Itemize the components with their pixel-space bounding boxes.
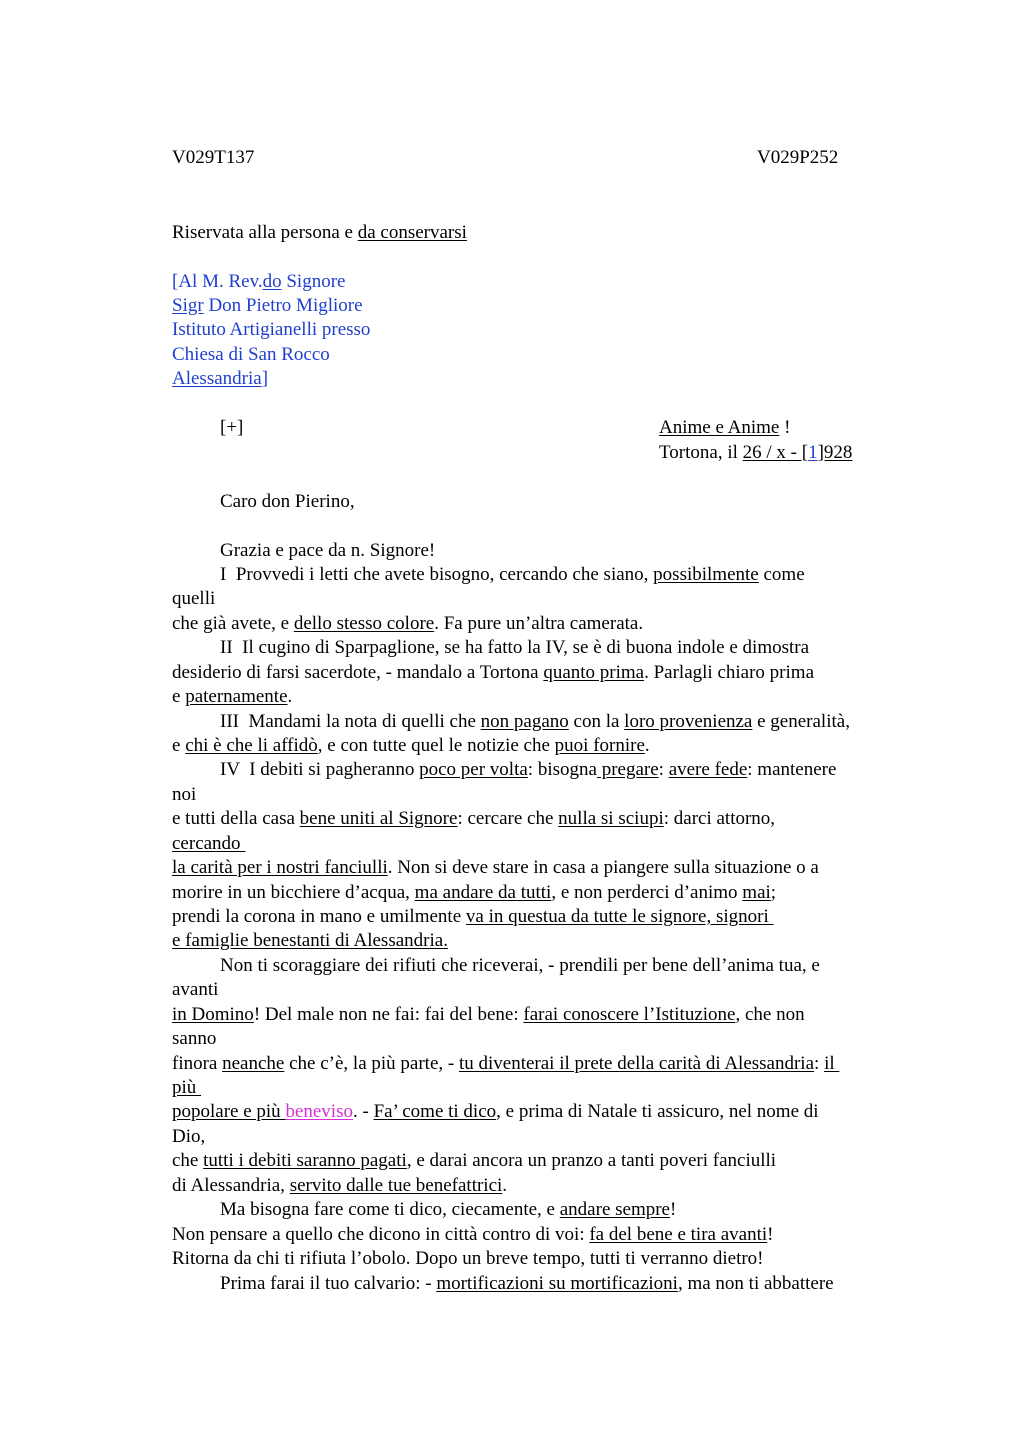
body-text: IV I debiti si pagheranno [220,759,420,780]
body-underlined: dello stesso colore [293,613,435,634]
body-line [172,807,775,831]
body-text: , ma non ti abbattere [677,1273,834,1294]
body-text: , e darai ancora un pranzo a tanti poveri fanciulli [406,1150,777,1171]
body-underlined: fa del bene e tira avanti [589,1224,768,1245]
body-underlined: tutti i debiti saranno pagati [203,1150,407,1171]
body-text: : darci attorno, [663,808,776,829]
body-text: desiderio di farsi sacerdote, - mandalo a Tortona [172,662,544,683]
cross-mark: [+] [220,417,244,438]
address-text: [Al M. Rev. [172,271,263,292]
body-text: , e con tutte quel le notizie che [317,735,555,756]
body-underlined: Fa’ come ti dico [373,1101,497,1122]
body-text: . [287,686,293,707]
body-underlined: nulla si sciupi [558,808,664,829]
body-underlined: pregare [596,759,659,780]
body-line [172,1100,819,1124]
body-text: e [172,686,186,707]
address-line-2 [172,294,363,318]
body-line [172,1174,507,1198]
body-line [220,758,836,782]
body-underlined: non pagano [480,711,569,732]
body-line: quelli [172,588,216,609]
body-text: . [644,735,650,756]
body-line [172,612,643,636]
body-underlined: ma andare da tutti [414,882,552,903]
address-line-5 [172,367,268,391]
body-underlined: quanto prima [543,662,645,683]
body-line [220,563,805,587]
body-text: e generalità, [752,711,850,732]
document-code-left: V029T137 [172,147,255,168]
body-text: Prima farai il tuo calvario: - [220,1273,437,1294]
body-underlined: neanche [222,1053,285,1074]
date-underlined: 26 / x - [ [742,442,809,463]
body-underlined: tu diventerai il prete della carità di Alessandria [458,1053,815,1074]
address-text: Signore [281,271,346,292]
reserved-text: Riservata alla persona e [172,222,358,243]
body-underlined: loro provenienza [624,711,753,732]
motto-text: ! [779,417,791,438]
body-text: morire in un bicchiere d’acqua, [172,882,415,903]
address-underlined: do [262,271,282,292]
body-text: con la [568,711,625,732]
body-text: e tutti della casa [172,808,300,829]
body-text: che c’è, la più parte, - [284,1053,459,1074]
body-underlined: popolare e più [172,1101,286,1122]
body-line [172,1149,776,1173]
body-text: III Mandami la nota di quelli che [220,711,481,732]
body-line [220,1198,676,1222]
date-line [659,441,852,465]
body-text: , che non [735,1004,805,1025]
body-text: . [502,1175,508,1196]
body-line: Dio, [172,1126,206,1147]
body-text: prendi la corona in mano e umilmente [172,906,466,927]
body-text: , e non perderci d’animo [551,882,743,903]
body-text: : bisogna [527,759,597,780]
body-line: cercando [172,833,246,854]
address-line-1 [172,270,345,294]
body-text: . - [352,1101,374,1122]
body-line [220,1272,834,1296]
body-underlined: in Domino [172,1004,254,1025]
body-line [220,710,850,734]
body-text: come [758,564,805,585]
body-line [172,661,814,685]
body-underlined: possibilmente [653,564,759,585]
motto [659,416,790,440]
body-text: che [172,1150,204,1171]
body-underlined: servito dalle tue benefattrici [289,1175,503,1196]
body-text: finora [172,1053,223,1074]
body-line [172,734,650,758]
body-text: che già avete, e [172,613,294,634]
body-underlined: mai [742,882,771,903]
date-text: Tortona, il [659,442,743,463]
address-text: Don Pietro Migliore [203,295,363,316]
motto-underlined: Anime e Anime [659,417,780,438]
body-underlined: il [824,1053,840,1074]
body-text: . Parlagli chiaro prima [644,662,814,683]
body-text: I Provvedi i letti che avete bisogno, cercando che siano, [220,564,654,585]
body-text: : cercare che [457,808,559,829]
body-line [172,881,776,905]
reserved-note [172,221,467,245]
body-line: Non ti scoraggiare dei rifiuti che riceverai, - prendili per bene dell’anima tua, e [220,955,820,976]
document-code-right: V029P252 [757,147,839,168]
greeting: Grazia e pace da n. Signore! [220,540,436,561]
body-text: ! [670,1199,677,1220]
body-line: sanno [172,1028,217,1049]
body-line: e famiglie benestanti di Alessandria. [172,930,448,951]
address-line-4: Chiesa di San Rocco [172,344,330,365]
body-text: Non pensare a quello che dicono in città contro di voi: [172,1224,590,1245]
body-underlined: andare sempre [559,1199,670,1220]
body-text: . Fa pure un’altra camerata. [434,613,644,634]
body-underlined: paternamente [185,686,288,707]
body-text: Ma bisogna fare come ti dico, ciecamente, e [220,1199,560,1220]
body-line: II Il cugino di Sparpaglione, se ha fatto la IV, se è di buona indole e dimostra [220,637,810,658]
body-line: più [172,1077,202,1098]
body-line [172,1052,839,1076]
address-line-3: Istituto Artigianelli presso [172,319,371,340]
body-line: noi [172,784,197,805]
body-line: Ritorna da chi ti rifiuta l’obolo. Dopo un breve tempo, tutti ti verranno dietro! [172,1248,764,1269]
body-underlined: mortificazioni su mortificazioni [436,1273,678,1294]
address-text: ] [261,368,269,389]
reserved-underlined: da conservarsi [357,222,467,243]
body-line: avanti [172,979,219,1000]
body-underlined: avere fede [668,759,748,780]
body-line [172,1223,773,1247]
salutation: Caro don Pierino, [220,491,355,512]
body-text: di Alessandria, [172,1175,290,1196]
body-text: . Non si deve stare in casa a piangere sulla situazione o a [387,857,819,878]
body-underlined: farai conoscere l’Istituzione [523,1004,736,1025]
body-underlined: chi è che li affidò [185,735,318,756]
body-underlined: la carità per i nostri fanciulli [172,857,388,878]
body-text: ; [770,882,777,903]
address-underlined: Sigr [172,295,204,316]
body-text: : [814,1053,825,1074]
body-line [172,1003,805,1027]
body-text: : mantenere [747,759,837,780]
body-underlined: poco per volta [419,759,528,780]
body-underlined: va in questua da tutte le signore, signori [465,906,774,927]
body-text: ! [767,1224,774,1245]
date-editorial-digit: 1 [808,442,818,463]
body-line [172,856,819,880]
body-line [172,905,774,929]
body-text: : [658,759,669,780]
body-line [172,685,292,709]
body-text: , e prima di Natale ti assicuro, nel nome di [496,1101,819,1122]
date-underlined: ]928 [817,442,853,463]
body-text: ! Del male non ne fai: fai del bene: [253,1004,524,1025]
body-text: e [172,735,186,756]
body-underlined: bene uniti al Signore [299,808,458,829]
body-underlined: puoi fornire [554,735,645,756]
address-underlined: Alessandria [172,368,262,389]
body-highlighted-word: beneviso [285,1101,353,1122]
